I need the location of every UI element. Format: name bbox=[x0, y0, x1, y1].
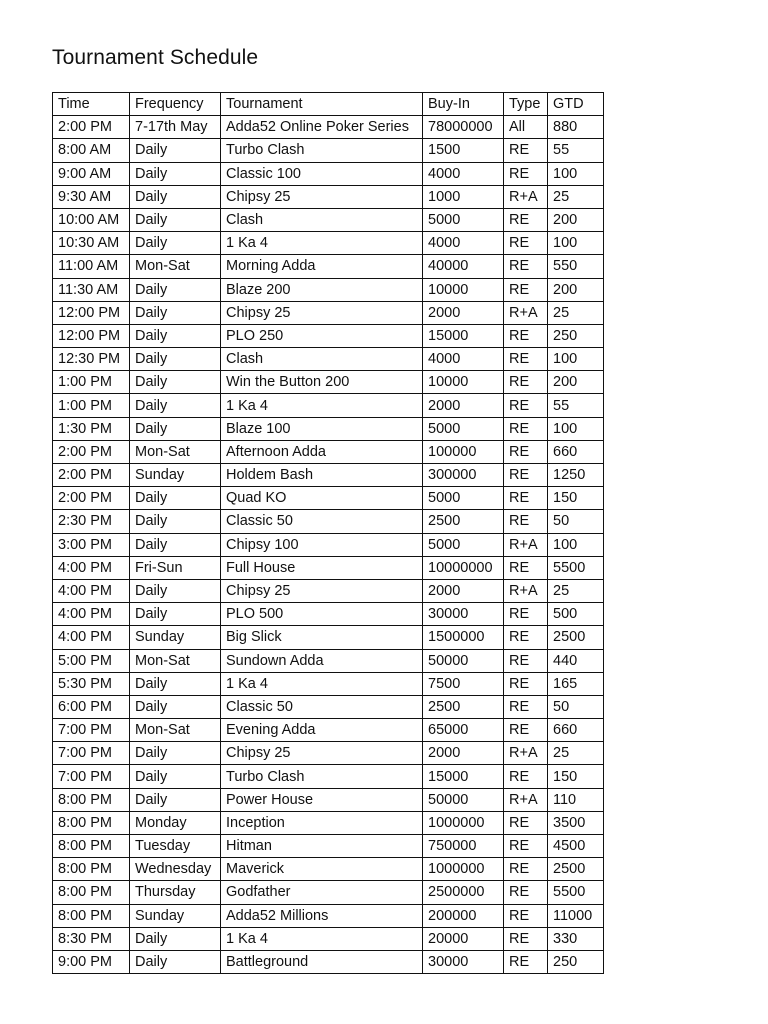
cell-time: 4:00 PM bbox=[53, 603, 130, 626]
table-row bbox=[53, 695, 604, 718]
table-row bbox=[53, 556, 604, 579]
cell-type: RE bbox=[504, 162, 548, 185]
cell-gtd: 100 bbox=[548, 417, 604, 440]
column-header-tournament: Tournament bbox=[221, 93, 423, 116]
cell-tournament: Morning Adda bbox=[221, 255, 423, 278]
cell-buy-in: 1500000 bbox=[423, 626, 504, 649]
cell-frequency: Daily bbox=[130, 765, 221, 788]
cell-gtd: 550 bbox=[548, 255, 604, 278]
cell-type: RE bbox=[504, 324, 548, 347]
cell-tournament: PLO 500 bbox=[221, 603, 423, 626]
table-row bbox=[53, 301, 604, 324]
cell-type: RE bbox=[504, 208, 548, 231]
cell-frequency: Daily bbox=[130, 371, 221, 394]
cell-tournament: Sundown Adda bbox=[221, 649, 423, 672]
cell-gtd: 660 bbox=[548, 719, 604, 742]
column-header-frequency: Frequency bbox=[130, 93, 221, 116]
cell-gtd: 150 bbox=[548, 487, 604, 510]
cell-tournament: 1 Ka 4 bbox=[221, 394, 423, 417]
table-row bbox=[53, 232, 604, 255]
cell-gtd: 3500 bbox=[548, 811, 604, 834]
table-row bbox=[53, 394, 604, 417]
cell-frequency: Daily bbox=[130, 579, 221, 602]
cell-tournament: Chipsy 25 bbox=[221, 185, 423, 208]
cell-buy-in: 50000 bbox=[423, 788, 504, 811]
cell-time: 12:30 PM bbox=[53, 348, 130, 371]
cell-type: RE bbox=[504, 950, 548, 973]
cell-type: RE bbox=[504, 695, 548, 718]
table-row bbox=[53, 278, 604, 301]
cell-tournament: Hitman bbox=[221, 835, 423, 858]
cell-time: 7:00 PM bbox=[53, 719, 130, 742]
cell-buy-in: 7500 bbox=[423, 672, 504, 695]
cell-tournament: Blaze 100 bbox=[221, 417, 423, 440]
cell-frequency: Daily bbox=[130, 603, 221, 626]
cell-gtd: 200 bbox=[548, 208, 604, 231]
cell-tournament: Chipsy 25 bbox=[221, 742, 423, 765]
cell-buy-in: 2500 bbox=[423, 510, 504, 533]
cell-tournament: Holdem Bash bbox=[221, 464, 423, 487]
cell-type: RE bbox=[504, 232, 548, 255]
cell-frequency: Sunday bbox=[130, 626, 221, 649]
cell-frequency: Daily bbox=[130, 208, 221, 231]
cell-tournament: Afternoon Adda bbox=[221, 440, 423, 463]
tournament-schedule-table bbox=[52, 92, 604, 974]
table-row bbox=[53, 185, 604, 208]
cell-type: R+A bbox=[504, 533, 548, 556]
cell-buy-in: 1000 bbox=[423, 185, 504, 208]
cell-time: 1:00 PM bbox=[53, 394, 130, 417]
cell-gtd: 100 bbox=[548, 348, 604, 371]
table-row bbox=[53, 324, 604, 347]
cell-gtd: 5500 bbox=[548, 556, 604, 579]
cell-frequency: Sunday bbox=[130, 464, 221, 487]
cell-tournament: Big Slick bbox=[221, 626, 423, 649]
cell-tournament: Turbo Clash bbox=[221, 765, 423, 788]
table-row bbox=[53, 742, 604, 765]
cell-buy-in: 1500 bbox=[423, 139, 504, 162]
cell-type: RE bbox=[504, 811, 548, 834]
table-row bbox=[53, 510, 604, 533]
table-header bbox=[53, 93, 604, 116]
cell-time: 2:30 PM bbox=[53, 510, 130, 533]
table-row bbox=[53, 487, 604, 510]
cell-tournament: Evening Adda bbox=[221, 719, 423, 742]
cell-buy-in: 2500000 bbox=[423, 881, 504, 904]
cell-gtd: 50 bbox=[548, 510, 604, 533]
cell-buy-in: 20000 bbox=[423, 927, 504, 950]
cell-time: 2:00 PM bbox=[53, 116, 130, 139]
cell-gtd: 440 bbox=[548, 649, 604, 672]
cell-frequency: Tuesday bbox=[130, 835, 221, 858]
cell-tournament: PLO 250 bbox=[221, 324, 423, 347]
cell-gtd: 50 bbox=[548, 695, 604, 718]
cell-frequency: Fri-Sun bbox=[130, 556, 221, 579]
cell-tournament: Quad KO bbox=[221, 487, 423, 510]
cell-buy-in: 15000 bbox=[423, 765, 504, 788]
cell-tournament: Power House bbox=[221, 788, 423, 811]
cell-frequency: Daily bbox=[130, 162, 221, 185]
cell-tournament: Godfather bbox=[221, 881, 423, 904]
cell-frequency: Mon-Sat bbox=[130, 255, 221, 278]
cell-gtd: 2500 bbox=[548, 858, 604, 881]
cell-buy-in: 5000 bbox=[423, 533, 504, 556]
cell-tournament: 1 Ka 4 bbox=[221, 232, 423, 255]
cell-type: RE bbox=[504, 904, 548, 927]
cell-buy-in: 5000 bbox=[423, 208, 504, 231]
cell-type: RE bbox=[504, 765, 548, 788]
cell-time: 8:00 PM bbox=[53, 858, 130, 881]
table-row bbox=[53, 371, 604, 394]
cell-time: 8:00 AM bbox=[53, 139, 130, 162]
cell-time: 9:30 AM bbox=[53, 185, 130, 208]
cell-time: 4:00 PM bbox=[53, 556, 130, 579]
cell-type: All bbox=[504, 116, 548, 139]
cell-time: 2:00 PM bbox=[53, 440, 130, 463]
table-row bbox=[53, 719, 604, 742]
cell-type: R+A bbox=[504, 788, 548, 811]
cell-frequency: Mon-Sat bbox=[130, 649, 221, 672]
table-row bbox=[53, 858, 604, 881]
cell-time: 8:30 PM bbox=[53, 927, 130, 950]
cell-tournament: Clash bbox=[221, 348, 423, 371]
cell-frequency: Mon-Sat bbox=[130, 440, 221, 463]
cell-gtd: 100 bbox=[548, 533, 604, 556]
cell-tournament: Turbo Clash bbox=[221, 139, 423, 162]
table-row bbox=[53, 788, 604, 811]
cell-frequency: Monday bbox=[130, 811, 221, 834]
cell-tournament: Chipsy 25 bbox=[221, 301, 423, 324]
table-row bbox=[53, 950, 604, 973]
cell-type: RE bbox=[504, 255, 548, 278]
cell-buy-in: 65000 bbox=[423, 719, 504, 742]
cell-tournament: Inception bbox=[221, 811, 423, 834]
cell-tournament: Classic 50 bbox=[221, 510, 423, 533]
cell-frequency: 7-17th May bbox=[130, 116, 221, 139]
cell-frequency: Daily bbox=[130, 139, 221, 162]
cell-time: 8:00 PM bbox=[53, 881, 130, 904]
cell-buy-in: 2000 bbox=[423, 742, 504, 765]
cell-time: 6:00 PM bbox=[53, 695, 130, 718]
cell-frequency: Daily bbox=[130, 788, 221, 811]
cell-buy-in: 30000 bbox=[423, 603, 504, 626]
cell-buy-in: 15000 bbox=[423, 324, 504, 347]
table-row bbox=[53, 881, 604, 904]
cell-buy-in: 10000 bbox=[423, 278, 504, 301]
cell-time: 9:00 PM bbox=[53, 950, 130, 973]
cell-buy-in: 2500 bbox=[423, 695, 504, 718]
cell-type: R+A bbox=[504, 579, 548, 602]
cell-tournament: Battleground bbox=[221, 950, 423, 973]
cell-type: R+A bbox=[504, 742, 548, 765]
cell-type: RE bbox=[504, 371, 548, 394]
cell-time: 7:00 PM bbox=[53, 765, 130, 788]
column-header-time: Time bbox=[53, 93, 130, 116]
cell-type: RE bbox=[504, 881, 548, 904]
cell-time: 8:00 PM bbox=[53, 811, 130, 834]
cell-frequency: Daily bbox=[130, 510, 221, 533]
cell-time: 8:00 PM bbox=[53, 788, 130, 811]
cell-buy-in: 2000 bbox=[423, 579, 504, 602]
table-row bbox=[53, 603, 604, 626]
cell-gtd: 100 bbox=[548, 162, 604, 185]
cell-type: RE bbox=[504, 139, 548, 162]
cell-buy-in: 2000 bbox=[423, 301, 504, 324]
cell-time: 2:00 PM bbox=[53, 464, 130, 487]
column-header-gtd: GTD bbox=[548, 93, 604, 116]
column-header-buy-in: Buy-In bbox=[423, 93, 504, 116]
cell-buy-in: 30000 bbox=[423, 950, 504, 973]
table-row bbox=[53, 533, 604, 556]
table-row bbox=[53, 348, 604, 371]
cell-gtd: 100 bbox=[548, 232, 604, 255]
cell-tournament: Win the Button 200 bbox=[221, 371, 423, 394]
cell-type: RE bbox=[504, 278, 548, 301]
cell-buy-in: 100000 bbox=[423, 440, 504, 463]
cell-buy-in: 4000 bbox=[423, 232, 504, 255]
cell-gtd: 110 bbox=[548, 788, 604, 811]
cell-frequency: Daily bbox=[130, 278, 221, 301]
cell-buy-in: 5000 bbox=[423, 487, 504, 510]
cell-gtd: 5500 bbox=[548, 881, 604, 904]
cell-type: RE bbox=[504, 464, 548, 487]
cell-frequency: Daily bbox=[130, 348, 221, 371]
cell-type: RE bbox=[504, 394, 548, 417]
cell-buy-in: 300000 bbox=[423, 464, 504, 487]
cell-gtd: 55 bbox=[548, 139, 604, 162]
cell-gtd: 500 bbox=[548, 603, 604, 626]
cell-type: RE bbox=[504, 348, 548, 371]
table-row bbox=[53, 417, 604, 440]
cell-frequency: Daily bbox=[130, 324, 221, 347]
cell-type: RE bbox=[504, 417, 548, 440]
cell-time: 8:00 PM bbox=[53, 835, 130, 858]
cell-tournament: Classic 50 bbox=[221, 695, 423, 718]
cell-time: 4:00 PM bbox=[53, 579, 130, 602]
cell-time: 10:00 AM bbox=[53, 208, 130, 231]
cell-gtd: 55 bbox=[548, 394, 604, 417]
cell-gtd: 250 bbox=[548, 950, 604, 973]
cell-frequency: Daily bbox=[130, 927, 221, 950]
table-row bbox=[53, 811, 604, 834]
cell-buy-in: 10000 bbox=[423, 371, 504, 394]
cell-tournament: Blaze 200 bbox=[221, 278, 423, 301]
cell-type: RE bbox=[504, 719, 548, 742]
cell-type: RE bbox=[504, 672, 548, 695]
table-row bbox=[53, 765, 604, 788]
cell-tournament: Chipsy 25 bbox=[221, 579, 423, 602]
cell-type: RE bbox=[504, 556, 548, 579]
cell-buy-in: 1000000 bbox=[423, 858, 504, 881]
table-row bbox=[53, 927, 604, 950]
page-title: Tournament Schedule bbox=[52, 46, 259, 69]
table-row bbox=[53, 116, 604, 139]
cell-frequency: Daily bbox=[130, 533, 221, 556]
cell-type: RE bbox=[504, 440, 548, 463]
cell-time: 11:00 AM bbox=[53, 255, 130, 278]
cell-gtd: 11000 bbox=[548, 904, 604, 927]
cell-gtd: 25 bbox=[548, 185, 604, 208]
cell-gtd: 25 bbox=[548, 742, 604, 765]
cell-gtd: 25 bbox=[548, 301, 604, 324]
table-row bbox=[53, 672, 604, 695]
cell-gtd: 880 bbox=[548, 116, 604, 139]
cell-type: RE bbox=[504, 649, 548, 672]
table-row bbox=[53, 626, 604, 649]
cell-frequency: Mon-Sat bbox=[130, 719, 221, 742]
table-row bbox=[53, 255, 604, 278]
cell-gtd: 2500 bbox=[548, 626, 604, 649]
cell-frequency: Daily bbox=[130, 232, 221, 255]
table-row bbox=[53, 835, 604, 858]
cell-buy-in: 1000000 bbox=[423, 811, 504, 834]
cell-tournament: Adda52 Online Poker Series bbox=[221, 116, 423, 139]
cell-tournament: 1 Ka 4 bbox=[221, 927, 423, 950]
cell-time: 3:00 PM bbox=[53, 533, 130, 556]
cell-frequency: Daily bbox=[130, 417, 221, 440]
cell-buy-in: 200000 bbox=[423, 904, 504, 927]
table-row bbox=[53, 579, 604, 602]
cell-buy-in: 4000 bbox=[423, 162, 504, 185]
cell-tournament: Adda52 Millions bbox=[221, 904, 423, 927]
cell-buy-in: 2000 bbox=[423, 394, 504, 417]
cell-frequency: Daily bbox=[130, 672, 221, 695]
cell-buy-in: 750000 bbox=[423, 835, 504, 858]
cell-frequency: Daily bbox=[130, 695, 221, 718]
cell-frequency: Daily bbox=[130, 394, 221, 417]
cell-buy-in: 10000000 bbox=[423, 556, 504, 579]
header-row bbox=[53, 93, 604, 116]
table-body bbox=[53, 116, 604, 974]
cell-gtd: 330 bbox=[548, 927, 604, 950]
cell-time: 9:00 AM bbox=[53, 162, 130, 185]
cell-time: 12:00 PM bbox=[53, 301, 130, 324]
cell-time: 2:00 PM bbox=[53, 487, 130, 510]
table-row bbox=[53, 649, 604, 672]
table-row bbox=[53, 139, 604, 162]
cell-time: 5:00 PM bbox=[53, 649, 130, 672]
cell-type: R+A bbox=[504, 185, 548, 208]
cell-type: RE bbox=[504, 858, 548, 881]
cell-frequency: Thursday bbox=[130, 881, 221, 904]
cell-buy-in: 78000000 bbox=[423, 116, 504, 139]
cell-time: 1:00 PM bbox=[53, 371, 130, 394]
cell-time: 7:00 PM bbox=[53, 742, 130, 765]
cell-time: 1:30 PM bbox=[53, 417, 130, 440]
cell-tournament: Classic 100 bbox=[221, 162, 423, 185]
table-row bbox=[53, 208, 604, 231]
cell-buy-in: 40000 bbox=[423, 255, 504, 278]
cell-frequency: Daily bbox=[130, 742, 221, 765]
cell-type: RE bbox=[504, 835, 548, 858]
cell-buy-in: 4000 bbox=[423, 348, 504, 371]
cell-frequency: Daily bbox=[130, 950, 221, 973]
table-row bbox=[53, 162, 604, 185]
cell-gtd: 25 bbox=[548, 579, 604, 602]
cell-time: 4:00 PM bbox=[53, 626, 130, 649]
cell-type: R+A bbox=[504, 301, 548, 324]
cell-frequency: Sunday bbox=[130, 904, 221, 927]
table-row bbox=[53, 904, 604, 927]
cell-gtd: 1250 bbox=[548, 464, 604, 487]
cell-time: 8:00 PM bbox=[53, 904, 130, 927]
cell-type: RE bbox=[504, 510, 548, 533]
cell-gtd: 150 bbox=[548, 765, 604, 788]
cell-time: 10:30 AM bbox=[53, 232, 130, 255]
table-row bbox=[53, 440, 604, 463]
cell-tournament: Chipsy 100 bbox=[221, 533, 423, 556]
cell-type: RE bbox=[504, 487, 548, 510]
cell-frequency: Wednesday bbox=[130, 858, 221, 881]
cell-gtd: 200 bbox=[548, 371, 604, 394]
cell-time: 11:30 AM bbox=[53, 278, 130, 301]
cell-gtd: 200 bbox=[548, 278, 604, 301]
cell-tournament: 1 Ka 4 bbox=[221, 672, 423, 695]
cell-frequency: Daily bbox=[130, 487, 221, 510]
cell-gtd: 165 bbox=[548, 672, 604, 695]
cell-frequency: Daily bbox=[130, 301, 221, 324]
cell-time: 12:00 PM bbox=[53, 324, 130, 347]
cell-tournament: Full House bbox=[221, 556, 423, 579]
cell-buy-in: 5000 bbox=[423, 417, 504, 440]
cell-tournament: Clash bbox=[221, 208, 423, 231]
cell-gtd: 250 bbox=[548, 324, 604, 347]
cell-time: 5:30 PM bbox=[53, 672, 130, 695]
cell-type: RE bbox=[504, 626, 548, 649]
cell-type: RE bbox=[504, 603, 548, 626]
cell-tournament: Maverick bbox=[221, 858, 423, 881]
cell-frequency: Daily bbox=[130, 185, 221, 208]
cell-gtd: 4500 bbox=[548, 835, 604, 858]
column-header-type: Type bbox=[504, 93, 548, 116]
cell-type: RE bbox=[504, 927, 548, 950]
cell-gtd: 660 bbox=[548, 440, 604, 463]
cell-buy-in: 50000 bbox=[423, 649, 504, 672]
table-row bbox=[53, 464, 604, 487]
